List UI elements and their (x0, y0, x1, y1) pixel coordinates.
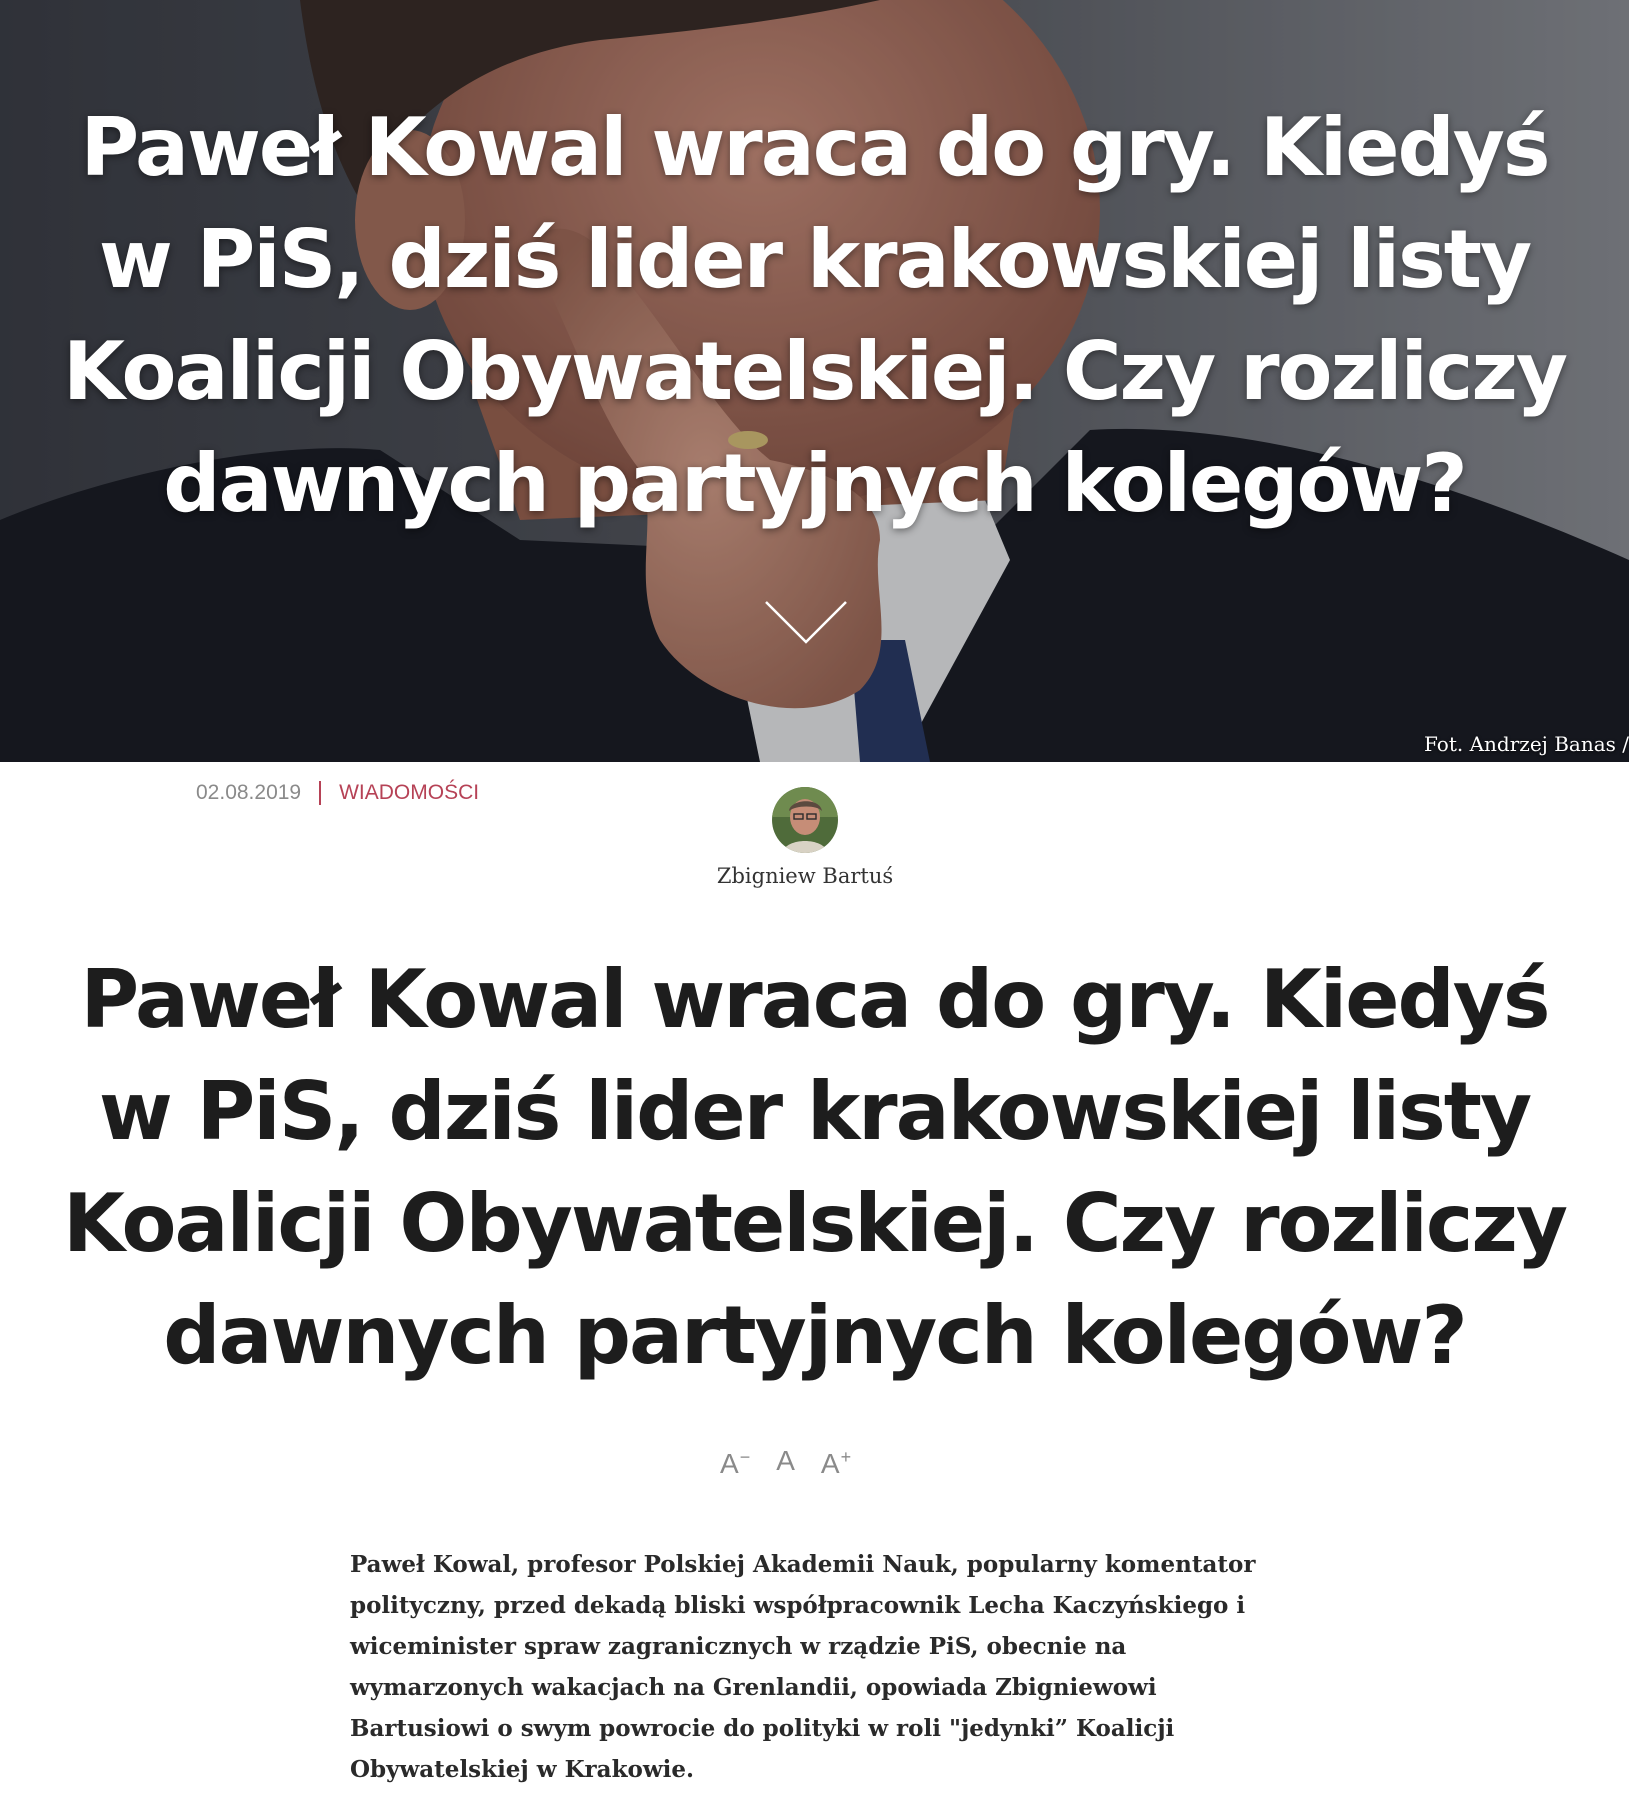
font-reset-button[interactable]: A (776, 1444, 795, 1476)
font-size-controls (720, 1440, 877, 1481)
article-lead: Paweł Kowal, profesor Polskiej Akademii Nauk, popularny komentator polityczny, przed dekadą bliski współpracownik Lecha Kaczyńskiego i wiceminister spraw zagranicznych w rządzie PiS, obecnie na wymarzonych wakacjach na Grenlandii, opowiada Zbigniewowi Bartusiowi o swym powrocie do polityki w roli "jedynki” Koalicji Obywatelskiej w Krakowie. (350, 1551, 1256, 1783)
chevron-down-icon[interactable] (764, 600, 848, 646)
category-link[interactable]: WIADOMOŚCI (339, 781, 480, 804)
author-name[interactable]: Zbigniew Bartuś (716, 864, 894, 888)
article-title: Paweł Kowal wraca do gry. Kiedyś w PiS, dziś lider krakowskiej listy Koalicji Obywatelskiej. Czy rozliczy dawnych partyjnych kolegów? (62, 953, 1567, 1382)
font-increase-button[interactable]: A+ (820, 1447, 852, 1479)
photo-credit: Fot. Andrzej Banas / (1424, 732, 1629, 756)
author-avatar[interactable] (772, 787, 838, 853)
hero-banner (0, 0, 1629, 762)
meta-divider (319, 781, 321, 805)
author-photo (772, 787, 838, 853)
font-decrease-button[interactable]: A− (720, 1447, 751, 1479)
publish-date: 02.08.2019 (196, 781, 302, 804)
article-meta (196, 778, 479, 808)
hero-title: Paweł Kowal wraca do gry. Kiedyś w PiS, dziś lider krakowskiej listy Koalicji Obywatelskiej. Czy rozliczy dawnych partyjnych kolegów? (62, 101, 1567, 530)
